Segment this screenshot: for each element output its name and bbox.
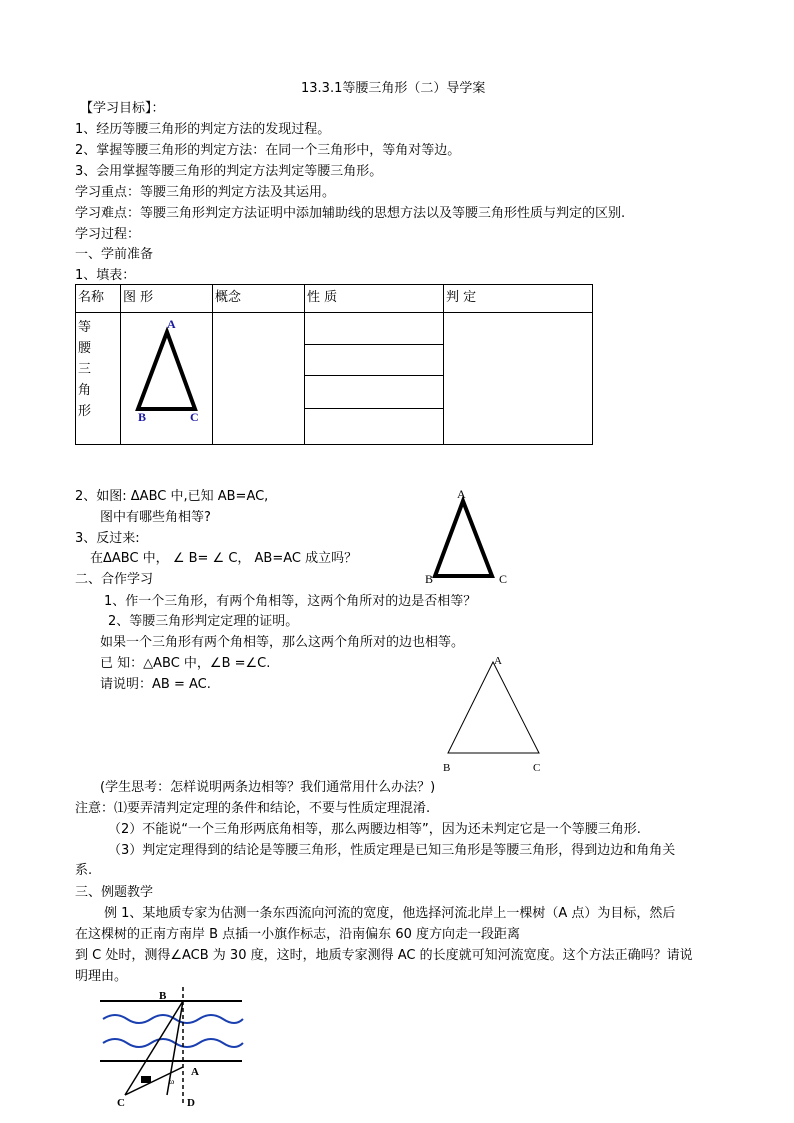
note-2: （2）不能说“一个三角形两底角相等，那么两腰边相等”，因为还未判定它是一个等腰三角形. bbox=[108, 822, 641, 837]
flag-icon bbox=[141, 1076, 151, 1083]
goal-2: 2、掌握等腰三角形的判定方法：在同一个三角形中，等角对等边。 bbox=[75, 143, 461, 158]
vertex-label-a: A bbox=[457, 487, 466, 501]
name-char: 角 bbox=[78, 383, 92, 398]
point-label-b: B bbox=[159, 990, 167, 1002]
known-condition: 已 知：△ABC 中，∠B =∠C. bbox=[100, 656, 271, 671]
point-label-c: C bbox=[117, 1097, 125, 1107]
col-header-concept: 概念 bbox=[213, 285, 305, 313]
col-header-figure: 图 形 bbox=[121, 285, 213, 313]
difficulty: 学习难点：等腰三角形判定方法证明中添加辅助线的思想方法以及等腰三角形性质与判定的区别. bbox=[75, 206, 626, 221]
note-3-line2: 系. bbox=[75, 863, 93, 878]
coop-question-2: 2、等腰三角形判定定理的证明。 bbox=[108, 614, 299, 629]
vertex-label-b: B bbox=[138, 410, 147, 424]
vertex-label-c: C bbox=[533, 762, 541, 774]
vertex-label-c: C bbox=[190, 410, 199, 424]
col-header-name: 名称 bbox=[76, 285, 121, 313]
fill-table-label: 1、填表： bbox=[75, 268, 136, 283]
page-title: 13.3.1等腰三角形（二）导学案 bbox=[301, 81, 486, 96]
example-line3: 到 C 处时，测得∠ACB 为 30 度，这时，地质专家测得 AC 的长度就可知河流宽度。这个方法正确吗？请说 bbox=[75, 948, 693, 963]
angle-mark: ω bbox=[169, 1077, 175, 1086]
item3-line1: 3、反过来: bbox=[75, 531, 140, 546]
isosceles-triangle-figure bbox=[121, 313, 210, 440]
section2-heading: 二、合作学习 bbox=[75, 572, 154, 587]
vertex-label-c: C bbox=[499, 572, 508, 586]
proof-triangle-figure bbox=[438, 652, 550, 776]
col-header-judgement: 判 定 bbox=[444, 285, 593, 313]
vertex-label-b: B bbox=[443, 762, 451, 774]
goal-1: 1、经历等腰三角形的判定方法的发现过程。 bbox=[75, 122, 331, 137]
note-3-line1: （3）判定定理得到的结论是等腰三角形，性质定理是已知三角形是等腰三角形，得到边边和角角关 bbox=[108, 843, 676, 858]
student-think: (学生思考：怎样说明两条边相等？我们通常用什么办法？) bbox=[100, 780, 436, 795]
name-char: 三 bbox=[78, 362, 92, 377]
name-char: 形 bbox=[78, 404, 92, 419]
concept-cell[interactable] bbox=[213, 313, 305, 445]
vertex-label-b: B bbox=[425, 572, 434, 586]
example-line1: 例 1、某地质专家为估测一条东西流向河流的宽度，他选择河流北岸上一棵树（A 点）为目标，然后 bbox=[104, 906, 676, 921]
section3-heading: 三、例题教学 bbox=[75, 885, 154, 900]
vertex-label-a: A bbox=[494, 655, 502, 667]
point-label-a: A bbox=[191, 1066, 199, 1078]
property-cell[interactable] bbox=[305, 313, 444, 445]
coop-question-1: 1、作一个三角形，有两个角相等，这两个角所对的边是否相等？ bbox=[104, 594, 477, 609]
fill-table bbox=[75, 284, 593, 445]
goal-3: 3、会用掌握等腰三角形的判定方法判定等腰三角形。 bbox=[75, 164, 383, 179]
name-cell bbox=[76, 313, 121, 445]
goals-heading: 【学习目标】： bbox=[80, 101, 165, 116]
key-point: 学习重点：等腰三角形的判定方法及其运用。 bbox=[75, 185, 336, 200]
theorem: 如果一个三角形有两个角相等，那么这两个角所对的边也相等。 bbox=[100, 635, 465, 650]
name-char: 等 bbox=[78, 320, 92, 335]
judgement-cell[interactable] bbox=[444, 313, 593, 445]
item3-line2: 在ΔABC 中， ∠ B= ∠ C， AB=AC 成立吗？ bbox=[90, 551, 358, 566]
note-1: 注意：⑴要弄清判定定理的条件和结论，不要与性质定理混淆. bbox=[75, 801, 431, 816]
triangle-abc-figure bbox=[420, 486, 520, 586]
river-figure bbox=[95, 985, 255, 1107]
point-label-d: D bbox=[187, 1097, 195, 1107]
vertex-label-a: A bbox=[167, 317, 176, 331]
col-header-property: 性 质 bbox=[305, 285, 444, 313]
section1-heading: 一、学前准备 bbox=[75, 247, 154, 262]
example-line4: 明理由。 bbox=[75, 969, 128, 984]
figure-cell bbox=[121, 313, 213, 445]
process-heading: 学习过程： bbox=[75, 227, 141, 242]
example-line2: 在这棵树的正南方南岸 B 点插一小旗作标志，沿南偏东 60 度方向走一段距离 bbox=[75, 927, 520, 942]
item2-line1: 2、如图: ΔABC 中,已知 AB=AC, bbox=[75, 489, 269, 504]
name-char: 腰 bbox=[78, 341, 92, 356]
to-prove: 请说明：AB = AC. bbox=[100, 677, 211, 692]
item2-line2: 图中有哪些角相等? bbox=[100, 510, 211, 525]
